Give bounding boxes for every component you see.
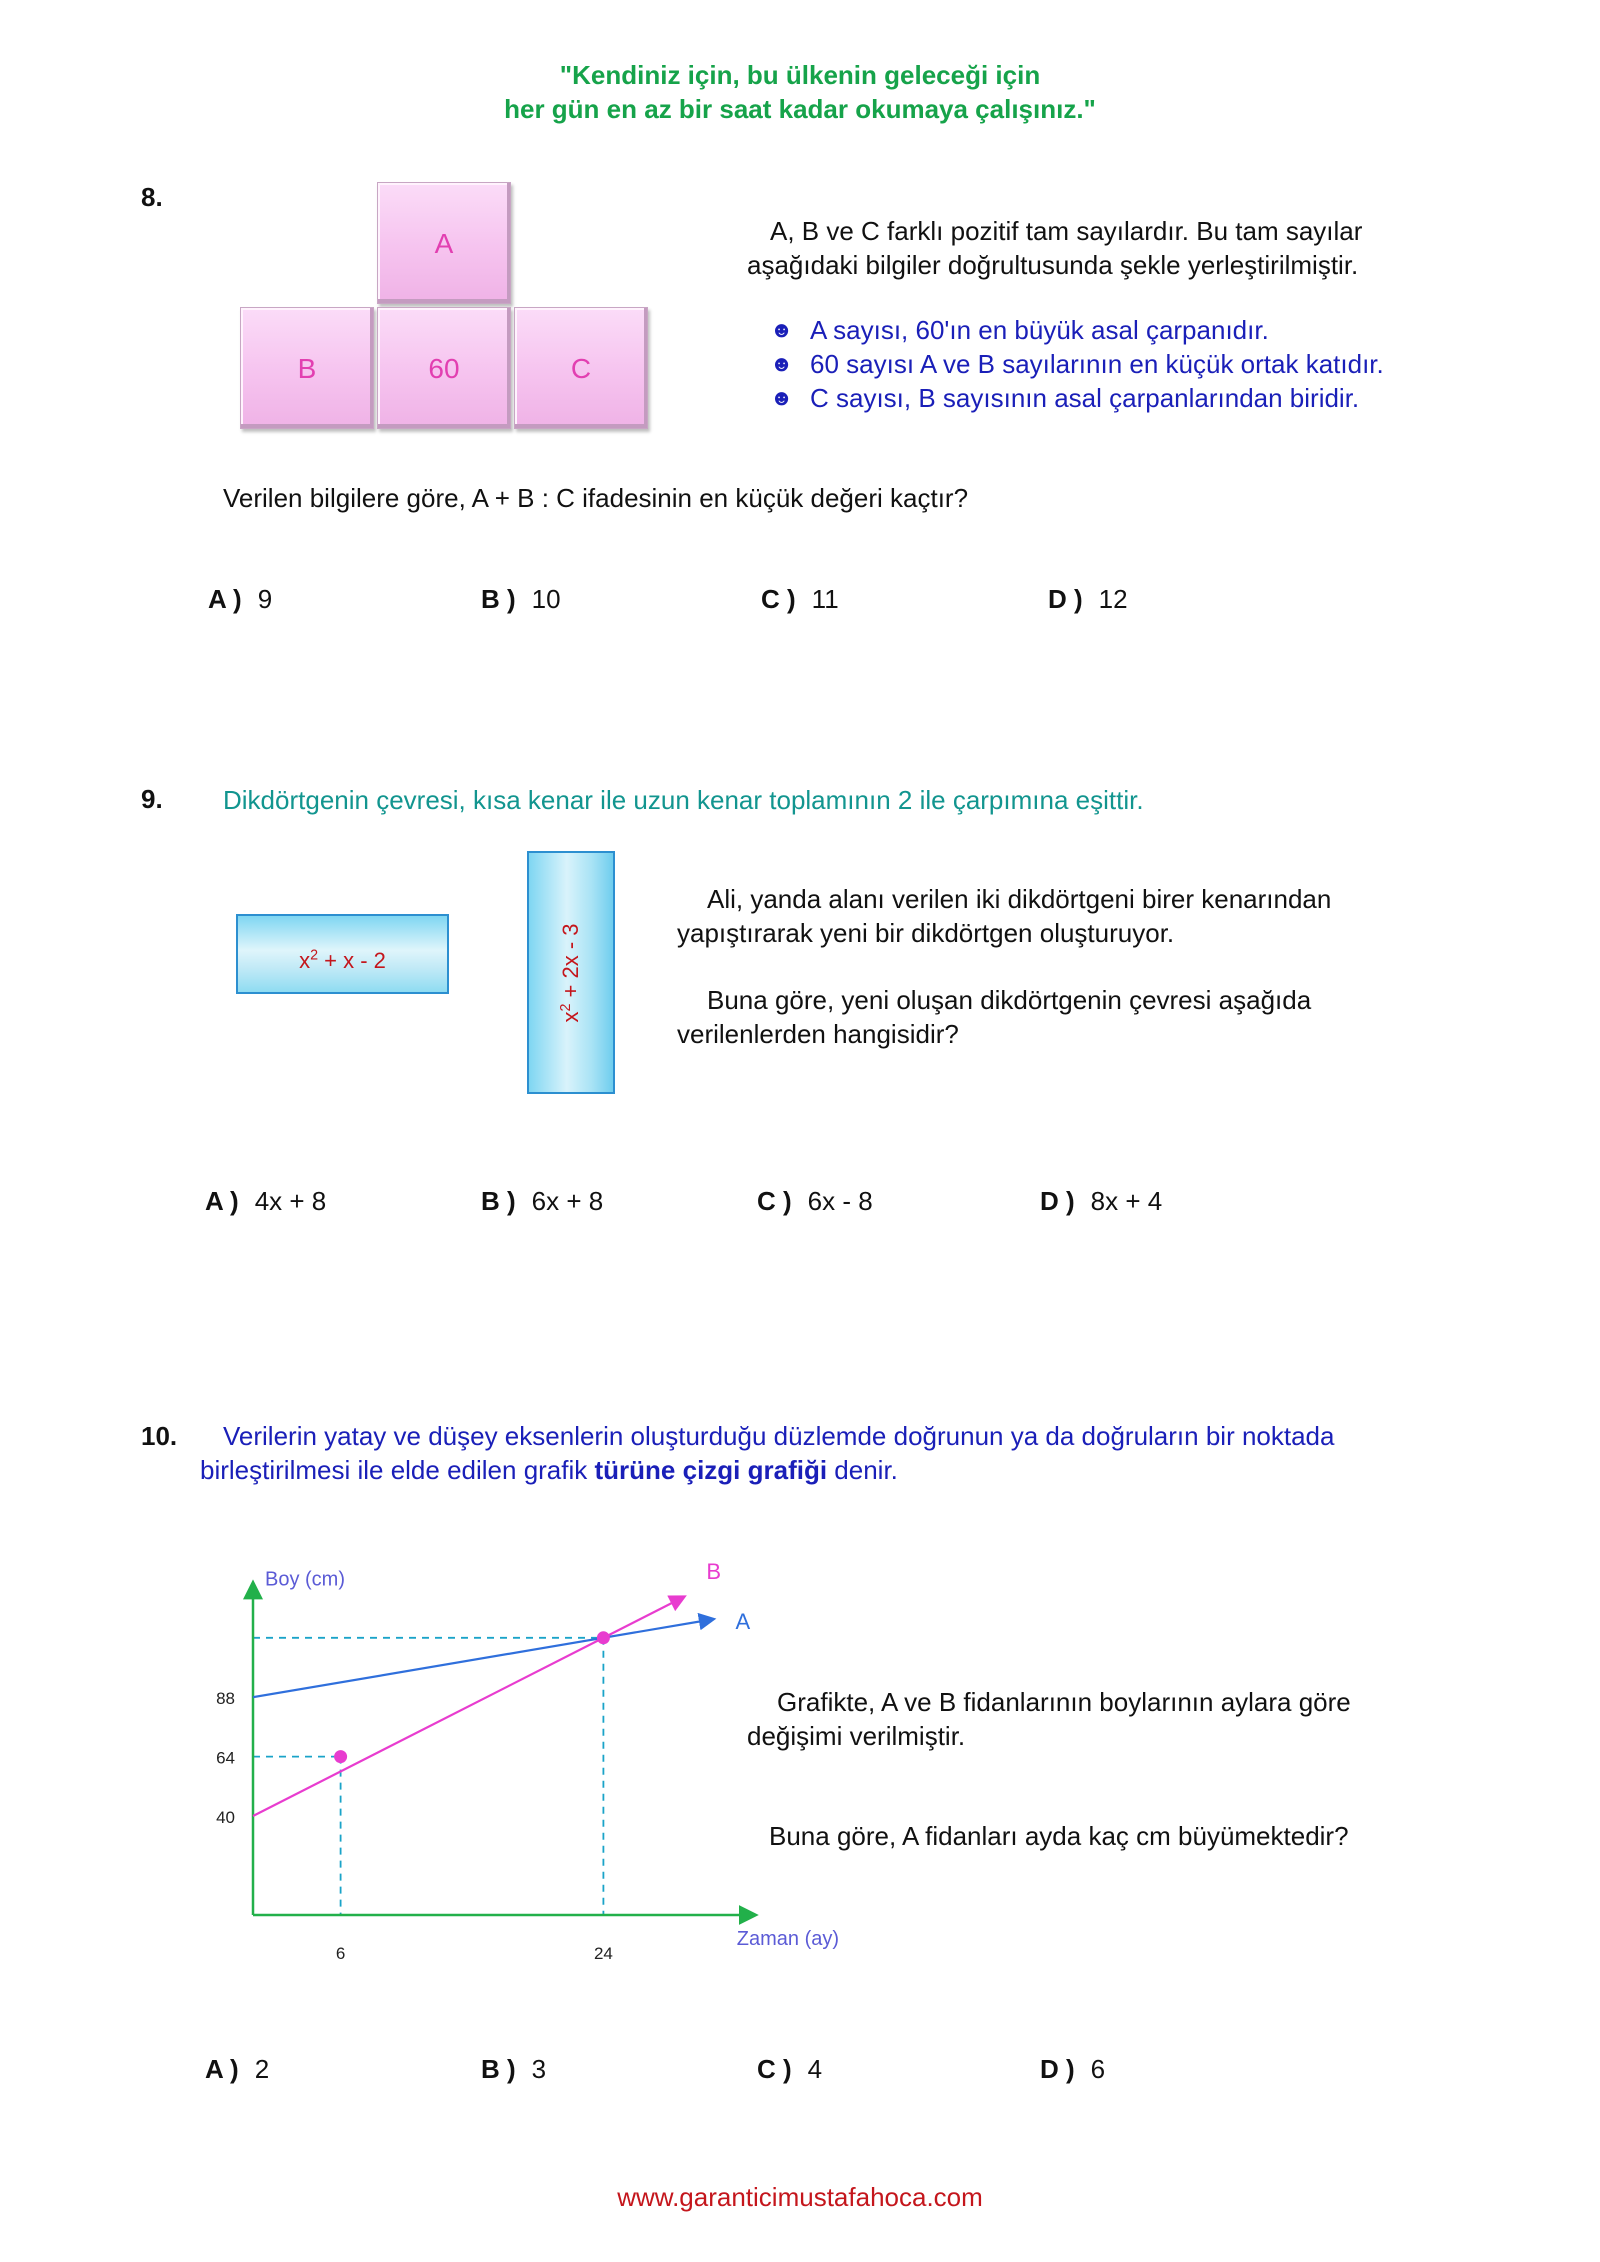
cube-c: C xyxy=(514,307,648,429)
y-axis-label: Boy (cm) xyxy=(265,1568,345,1591)
cube-60: 60 xyxy=(377,307,511,429)
option-letter: A ) xyxy=(208,584,242,614)
option-value: 11 xyxy=(811,584,839,614)
intro-bold-term: türüne çizgi grafiği xyxy=(594,1455,828,1485)
rectangle-2-label: $x^2 + 2x - 3$ xyxy=(557,922,584,1023)
data-point xyxy=(334,1750,347,1763)
q8-intro-line-2: aşağıdaki bilgiler doğrultusunda şekle yerleştirilmiştir. xyxy=(747,250,1359,280)
question-9-number: 9. xyxy=(141,784,163,814)
x-tick-label: 6 xyxy=(335,1944,346,1963)
q10-question: Buna göre, A fidanları ayda kaç cm büyümektedir? xyxy=(769,1821,1349,1851)
question-10-number: 10. xyxy=(141,1421,178,1451)
intro-text: denir. xyxy=(827,1455,898,1485)
cube-a: A xyxy=(377,182,511,304)
series-line-a xyxy=(253,1619,713,1697)
option-value: 6x + 8 xyxy=(531,1186,604,1216)
option-value: 4 xyxy=(807,2054,823,2084)
q10-option-d[interactable] xyxy=(1040,2054,1105,2085)
smiley-icon: ☻ xyxy=(770,317,794,342)
option-letter: C ) xyxy=(757,2054,792,2084)
q10-text-line-2: değişimi verilmiştir. xyxy=(747,1721,966,1751)
option-letter: B ) xyxy=(481,2054,516,2084)
q10-option-c[interactable] xyxy=(757,2054,822,2085)
series-label-a: A xyxy=(735,1609,751,1635)
q9-text-line-4: verilenlerden hangisidir? xyxy=(677,1019,959,1049)
q10-intro-line-1: Verilerin yatay ve düşey eksenlerin oluşturduğu düzlemde doğrunun ya da doğruların bir noktada xyxy=(223,1421,1335,1451)
series-line-b xyxy=(253,1597,684,1816)
option-letter: A ) xyxy=(205,1186,239,1216)
q10-option-a[interactable] xyxy=(205,2054,269,2085)
rectangle-1-label: $x^2 + x - 2$ xyxy=(299,948,386,974)
option-letter: B ) xyxy=(481,584,516,614)
option-letter: C ) xyxy=(761,584,796,614)
option-value: 10 xyxy=(531,584,561,614)
footer-url[interactable]: www.garanticimustafahoca.com xyxy=(617,2182,983,2212)
motto-line-2: her gün en az bir saat kadar okumaya çalışınız." xyxy=(504,94,1096,124)
q9-hint: Dikdörtgenin çevresi, kısa kenar ile uzun kenar toplamının 2 ile çarpımına eşittir. xyxy=(223,785,1144,815)
motto-line-1: "Kendiniz için, bu ülkenin geleceği için xyxy=(559,60,1041,90)
x-axis-label: Zaman (ay) xyxy=(736,1928,840,1950)
option-value: 3 xyxy=(531,2054,547,2084)
option-letter: C ) xyxy=(757,1186,792,1216)
q8-intro-line-1: A, B ve C farklı pozitif tam sayılardır. Bu tam sayılar xyxy=(770,216,1363,246)
y-tick-label: 40 xyxy=(216,1808,235,1827)
option-value: 6x - 8 xyxy=(807,1186,873,1216)
option-letter: D ) xyxy=(1040,1186,1075,1216)
q8-bullet-text: A sayısı, 60'ın en büyük asal çarpanıdır. xyxy=(810,315,1269,345)
y-tick-label: 88 xyxy=(216,1689,235,1709)
option-value: 2 xyxy=(254,2054,270,2084)
question-8-number: 8. xyxy=(141,182,163,212)
intro-text: birleştirilmesi ile elde edilen grafik xyxy=(200,1455,595,1485)
option-letter: A ) xyxy=(205,2054,239,2084)
smiley-icon: ☻ xyxy=(770,385,794,410)
option-value: 4x + 8 xyxy=(254,1186,327,1216)
data-point xyxy=(597,1631,610,1644)
option-letter: B ) xyxy=(481,1186,516,1216)
q10-text-line-1: Grafikte, A ve B fidanlarının boylarının aylara göre xyxy=(777,1687,1351,1717)
option-value: 6 xyxy=(1090,2054,1106,2084)
option-letter: D ) xyxy=(1040,2054,1075,2084)
y-tick-label: 64 xyxy=(216,1748,235,1768)
smiley-icon: ☻ xyxy=(770,351,794,376)
q9-text-line-2: yapıştırarak yeni bir dikdörtgen oluşturuyor. xyxy=(677,918,1175,948)
q10-option-b[interactable] xyxy=(481,2054,546,2085)
x-tick-label: 24 xyxy=(593,1944,613,1963)
series-label-b: B xyxy=(706,1558,722,1584)
option-value: 8x + 4 xyxy=(1090,1186,1163,1216)
cube-b: B xyxy=(240,307,374,429)
q8-bullet-text: C sayısı, B sayısının asal çarpanlarından biridir. xyxy=(810,383,1360,413)
q9-text-line-3: Buna göre, yeni oluşan dikdörtgenin çevresi aşağıda xyxy=(707,985,1312,1015)
option-value: 12 xyxy=(1098,584,1128,614)
q8-bullet-text: 60 sayısı A ve B sayılarının en küçük ortak katıdır. xyxy=(810,349,1384,379)
q8-question: Verilen bilgilere göre, A + B : C ifadesinin en küçük değeri kaçtır? xyxy=(223,483,969,513)
q9-text-line-1: Ali, yanda alanı verilen iki dikdörtgeni birer kenarından xyxy=(707,884,1332,914)
option-letter: D ) xyxy=(1048,584,1083,614)
option-value: 9 xyxy=(257,584,273,614)
